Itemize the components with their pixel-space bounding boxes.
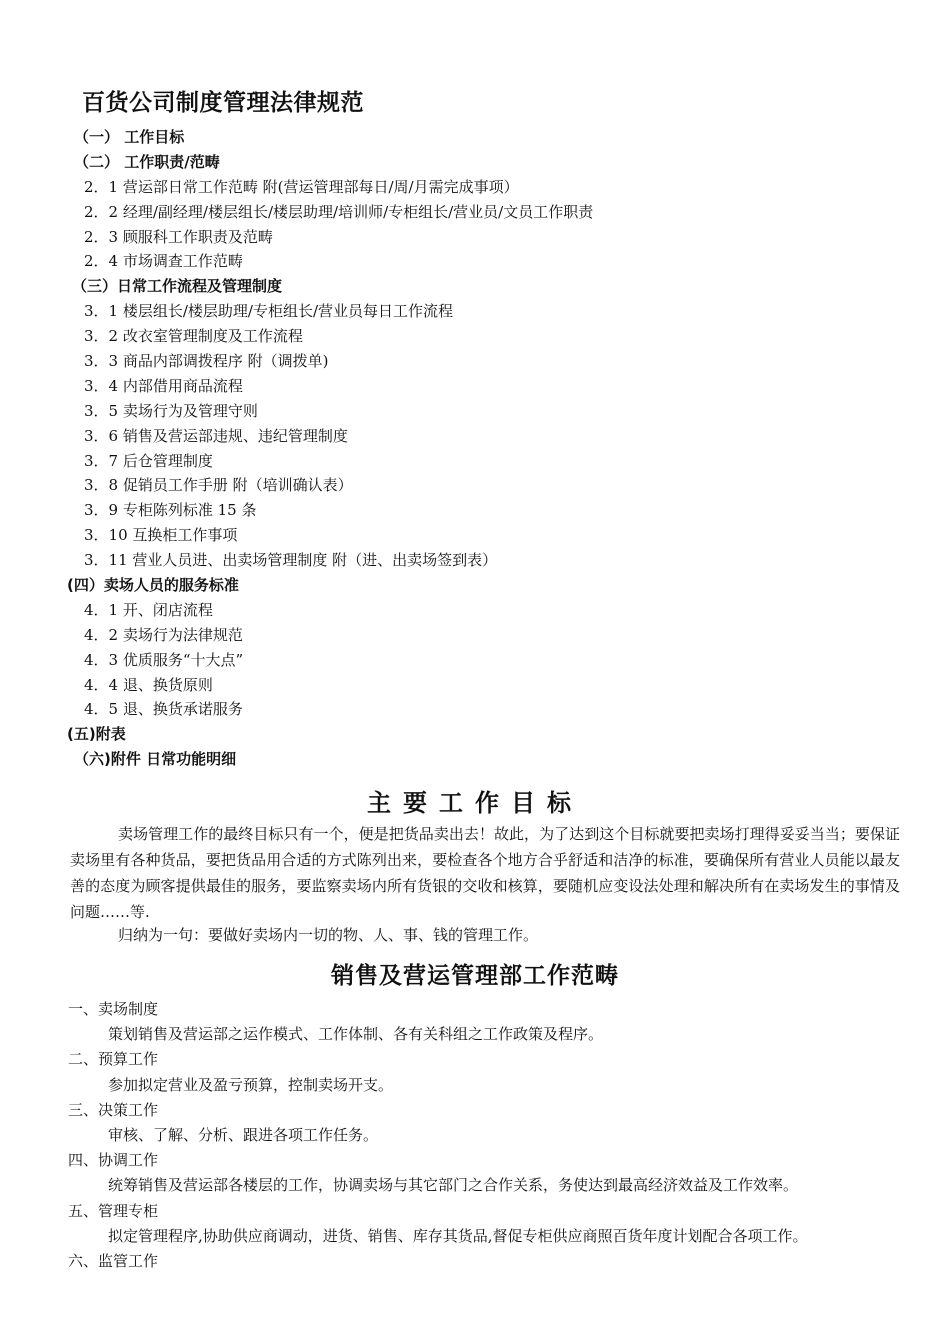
scope-item-title: 一、卖场制度 xyxy=(68,1000,159,1018)
goal-paragraph: 卖场管理工作的最终目标只有一个，便是把货品卖出去！故此，为了达到这个目标就要把卖场打理得妥妥当当；要保证卖场里有各种货品，要把货品用合适的方式陈列出来，要检查各个地方合乎舒适和洁净的标准，要确保所有营业人员能以最友善的态度为顾客提供最佳的服务，要监察卖场内所有货银的交收和核算，要随机应变设法处理和解决所有在卖场发生的事情及问题……等. xyxy=(70,825,900,921)
toc-item: 2．2 经理/副经理/楼层组长/楼层助理/培训师/专柜组长/营业员/文员工作职责 xyxy=(84,202,594,221)
goal-summary: 归纳为一句：要做好卖场内一切的物、人、事、钱的管理工作。 xyxy=(118,926,539,944)
toc-item: 4．3 优质服务“十大点” xyxy=(84,650,244,669)
toc-item: 4．1 开、闭店流程 xyxy=(84,600,213,619)
scope-item-description: 统筹销售及营运部各楼层的工作，协调卖场与其它部门之合作关系，务使达到最高经济效益及工作效率。 xyxy=(108,1176,799,1195)
toc-item: 3．1 楼层组长/楼层助理/专柜组长/营业员每日工作流程 xyxy=(84,302,454,321)
toc-item: 3．2 改衣室管理制度及工作流程 xyxy=(84,327,303,346)
toc-item: 2．3 顾服科工作职责及范畴 xyxy=(84,227,273,246)
toc-item: 4．2 卖场行为法律规范 xyxy=(84,625,243,644)
scope-item-description: 策划销售及营运部之运作模式、工作体制、各有关科组之工作政策及程序。 xyxy=(108,1025,604,1044)
toc-section: (四）卖场人员的服务标准 xyxy=(67,576,239,595)
toc-section: （二） 工作职责/范畴 xyxy=(74,152,220,171)
document-title: 百货公司制度管理法律规范 xyxy=(82,90,364,116)
goal-heading: 主要工作目标 xyxy=(367,789,583,817)
toc-item: 3．4 内部借用商品流程 xyxy=(84,376,243,395)
scope-item-title: 三、决策工作 xyxy=(68,1100,159,1119)
toc-section: （一） 工作目标 xyxy=(74,128,185,146)
scope-item-description: 拟定管理程序,协助供应商调动，进货、销售、库存其货品,督促专柜供应商照百货年度计划配合各项工作。 xyxy=(108,1226,808,1245)
toc-item: 3．9 专柜陈列标准 15 条 xyxy=(84,501,257,520)
toc-section: (五)附表 xyxy=(67,725,126,744)
toc-item: 3．3 商品内部调拨程序 附（调拨单) xyxy=(84,352,329,371)
table-of-contents xyxy=(67,125,910,772)
scope-list xyxy=(68,997,908,1274)
toc-item: 3．10 互换柜工作事项 xyxy=(84,526,238,545)
toc-item: 4．4 退、换货原则 xyxy=(84,675,213,694)
toc-section: （三）日常工作流程及管理制度 xyxy=(72,277,283,296)
scope-item-title: 六、监管工作 xyxy=(68,1251,159,1270)
toc-item: 3．8 促销员工作手册 附（培训确认表） xyxy=(84,476,353,495)
scope-heading: 销售及营运管理部工作范畴 xyxy=(331,963,619,989)
toc-item: 2．4 市场调查工作范畴 xyxy=(84,252,243,271)
toc-item: 3．7 后仓管理制度 xyxy=(84,451,213,470)
toc-item: 2．1 营运部日常工作范畴 附(营运管理部每日/周/月需完成事项） xyxy=(84,177,519,196)
toc-item: 3．5 卖场行为及管理守则 xyxy=(84,401,258,420)
toc-item: 3．6 销售及营运部违规、违纪管理制度 xyxy=(84,426,348,445)
scope-item-title: 五、管理专柜 xyxy=(68,1201,159,1220)
scope-item-description: 参加拟定营业及盈亏预算，控制卖场开支。 xyxy=(108,1075,394,1094)
scope-item-description: 审核、了解、分析、跟进各项工作任务。 xyxy=(108,1125,379,1144)
toc-section: （六)附件 日常功能明细 xyxy=(74,750,237,769)
scope-item-title: 二、预算工作 xyxy=(68,1050,159,1069)
scope-item-title: 四、协调工作 xyxy=(68,1151,159,1170)
toc-item: 3．11 营业人员进、出卖场管理制度 附（进、出卖场签到表） xyxy=(84,551,498,570)
toc-item: 4．5 退、换货承诺服务 xyxy=(84,700,243,719)
